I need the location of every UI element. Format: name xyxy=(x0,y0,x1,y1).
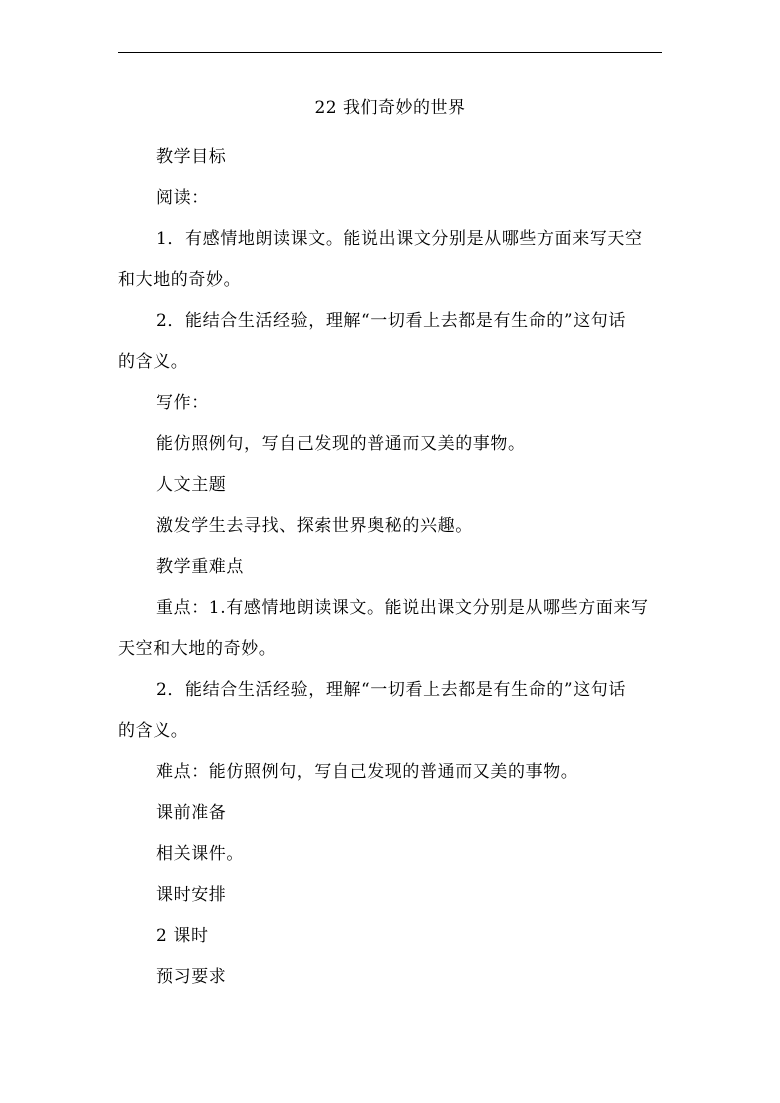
paragraph-line: 预习要求 xyxy=(156,967,227,987)
section-heading-humanities-theme xyxy=(118,465,662,506)
key-point-2 xyxy=(118,670,662,752)
paragraph-line-continued: 天空和大地的奇妙。 xyxy=(118,639,277,659)
subheading-reading xyxy=(118,178,662,219)
header-rule xyxy=(118,52,662,53)
paragraph-line: 1．有感情地朗读课文。能说出课文分别是从哪些方面来写天空 xyxy=(156,229,643,249)
schedule-text xyxy=(118,916,662,957)
section-heading-preview-requirements xyxy=(118,957,662,998)
section-heading-preparation xyxy=(118,793,662,834)
paragraph-line: 写作： xyxy=(156,393,209,413)
paragraph-line-continued: 的含义。 xyxy=(118,352,189,372)
paragraph-line: 2 课时 xyxy=(156,926,209,946)
writing-goal xyxy=(118,424,662,465)
paragraph-line: 人文主题 xyxy=(156,475,227,495)
paragraph-line-continued: 的含义。 xyxy=(118,721,189,741)
reading-goal-1 xyxy=(118,219,662,301)
difficulty-point xyxy=(118,752,662,793)
paragraph-line: 2．能结合生活经验，理解“一切看上去都是有生命的”这句话 xyxy=(156,680,626,700)
paragraph-line-continued: 和大地的奇妙。 xyxy=(118,270,242,290)
section-heading-teaching-goals xyxy=(118,137,662,178)
paragraph-line: 阅读： xyxy=(156,188,209,208)
humanities-theme-text xyxy=(118,506,662,547)
paragraph-line: 激发学生去寻找、探索世界奥秘的兴趣。 xyxy=(156,516,473,536)
paragraph-line: 相关课件。 xyxy=(156,844,244,864)
paragraph-line: 难点：能仿照例句，写自己发现的普通而又美的事物。 xyxy=(156,762,579,782)
paragraph-line: 教学重难点 xyxy=(156,557,244,577)
document-title: 22 我们奇妙的世界 xyxy=(314,98,466,118)
section-heading-schedule xyxy=(118,875,662,916)
subheading-writing xyxy=(118,383,662,424)
reading-goal-2 xyxy=(118,301,662,383)
paragraph-line: 2．能结合生活经验，理解“一切看上去都是有生命的”这句话 xyxy=(156,311,626,331)
section-heading-key-difficulties xyxy=(118,547,662,588)
paragraph-line: 能仿照例句，写自己发现的普通而又美的事物。 xyxy=(156,434,526,454)
paragraph-line: 课时安排 xyxy=(156,885,227,905)
paragraph-line: 课前准备 xyxy=(156,803,227,823)
preparation-text xyxy=(118,834,662,875)
document-body xyxy=(118,96,662,998)
paragraph-line: 教学目标 xyxy=(156,147,227,167)
key-point-1 xyxy=(118,588,662,670)
paragraph-line: 重点：1.有感情地朗读课文。能说出课文分别是从哪些方面来写 xyxy=(156,598,649,618)
